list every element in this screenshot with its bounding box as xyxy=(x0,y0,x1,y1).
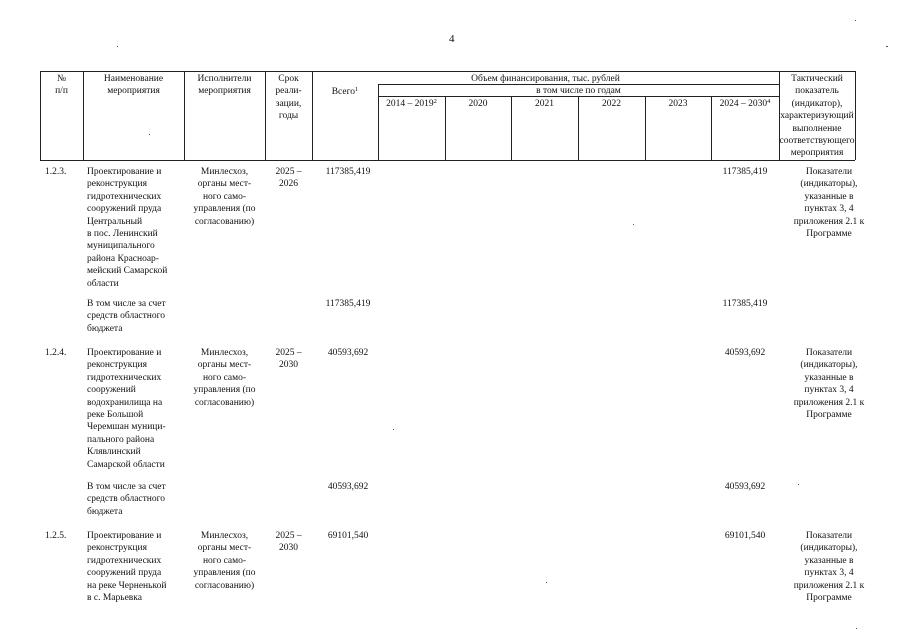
header-indicator: Тактический показатель (индикатор), характеризующий выполнение соответствующего мероприятия xyxy=(779,74,855,159)
header-year-2014-2019: 2014 – 2019$^2$ xyxy=(386,98,437,109)
row-executors: Минлесхоз, органы мест- ного само- управления (по согласованию) xyxy=(193,167,256,227)
header-year-2022: 2022 xyxy=(602,99,621,109)
header-term: Срок реали- зации, годы xyxy=(275,74,302,122)
row-name: Проектирование и реконструкция гидротехнических сооружений пруда на реке Черненькой в с. Марьевка xyxy=(87,531,167,604)
scan-speck xyxy=(149,134,150,135)
scan-speck xyxy=(856,628,857,629)
row-executors: Минлесхоз, органы мест- ного само- управления (по согласованию) xyxy=(193,531,256,591)
scan-speck xyxy=(855,20,856,21)
row-term: 2025 – 2030 xyxy=(275,348,302,371)
header-year-2021: 2021 xyxy=(535,99,554,109)
row-term: 2025 – 2030 xyxy=(275,531,302,554)
scan-speck xyxy=(798,484,799,485)
header-by-years: в том числе по годам xyxy=(536,86,621,96)
row-2024-2030: 117385,419 xyxy=(722,167,768,177)
row-sub-2024-2030: 117385,419 xyxy=(722,299,768,309)
header-bottom-border xyxy=(40,160,855,161)
row-num: 1.2.3. xyxy=(45,167,67,177)
row-term: 2025 – 2026 xyxy=(275,167,302,190)
row-total: 40593,692 xyxy=(327,348,369,358)
header-year-2023: 2023 xyxy=(668,99,688,109)
row-sub-label: В том числе за счет средств областного бюджета xyxy=(87,482,166,517)
row-name: Проектирование и реконструкция гидротехнических сооружений водохранилища на реке Большой Черемшан муници- пального района Клявлинский Самарской области xyxy=(87,348,166,470)
page-number: 4 xyxy=(449,33,455,45)
header-year-2024-2030: 2024 – 2030$^4$ xyxy=(719,98,771,109)
row-executors: Минлесхоз, органы мест- ного само- управления (по согласованию) xyxy=(193,348,256,408)
row-sub-total: 40593,692 xyxy=(327,482,369,492)
row-sub-2024-2030: 40593,692 xyxy=(724,482,766,492)
row-total: 117385,419 xyxy=(325,167,371,177)
scan-speck xyxy=(633,224,634,225)
row-name: Проектирование и реконструкция гидротехнических сооружений пруда Центральный в пос. Ленинский муниципального района Красноар- мейский Самарской области xyxy=(87,167,168,289)
header-year-2020: 2020 xyxy=(468,99,488,109)
header-total: Всего$^1$ xyxy=(331,86,359,97)
row-sub-total: 117385,419 xyxy=(325,299,371,309)
row-num: 1.2.4. xyxy=(45,348,67,358)
row-indicator: Показатели (индикаторы), указанные в пунктах 3, 4 приложения 2.1 к Программе xyxy=(793,348,865,421)
row-sub-label: В том числе за счет средств областного бюджета xyxy=(87,299,166,334)
header-funding: Объем финансирования, тыс. рублей xyxy=(471,74,620,84)
scan-speck xyxy=(886,46,888,47)
header-num: № п/п xyxy=(55,74,68,97)
scan-speck xyxy=(546,582,547,583)
scan-speck xyxy=(393,429,394,430)
header-executors: Исполнители мероприятия xyxy=(197,74,252,97)
row-total: 69101,540 xyxy=(327,531,369,541)
row-indicator: Показатели (индикаторы), указанные в пунктах 3, 4 приложения 2.1 к Программе xyxy=(793,531,865,604)
header-name: Наименование мероприятия xyxy=(103,74,164,97)
scan-speck xyxy=(117,46,118,47)
row-indicator: Показатели (индикаторы), указанные в пунктах 3, 4 приложения 2.1 к Программе xyxy=(793,167,865,240)
row-2024-2030: 69101,540 xyxy=(724,531,766,541)
row-num: 1.2.5. xyxy=(45,531,67,541)
table-top-border xyxy=(40,71,855,72)
col-border xyxy=(855,71,856,160)
row-2024-2030: 40593,692 xyxy=(724,348,766,358)
